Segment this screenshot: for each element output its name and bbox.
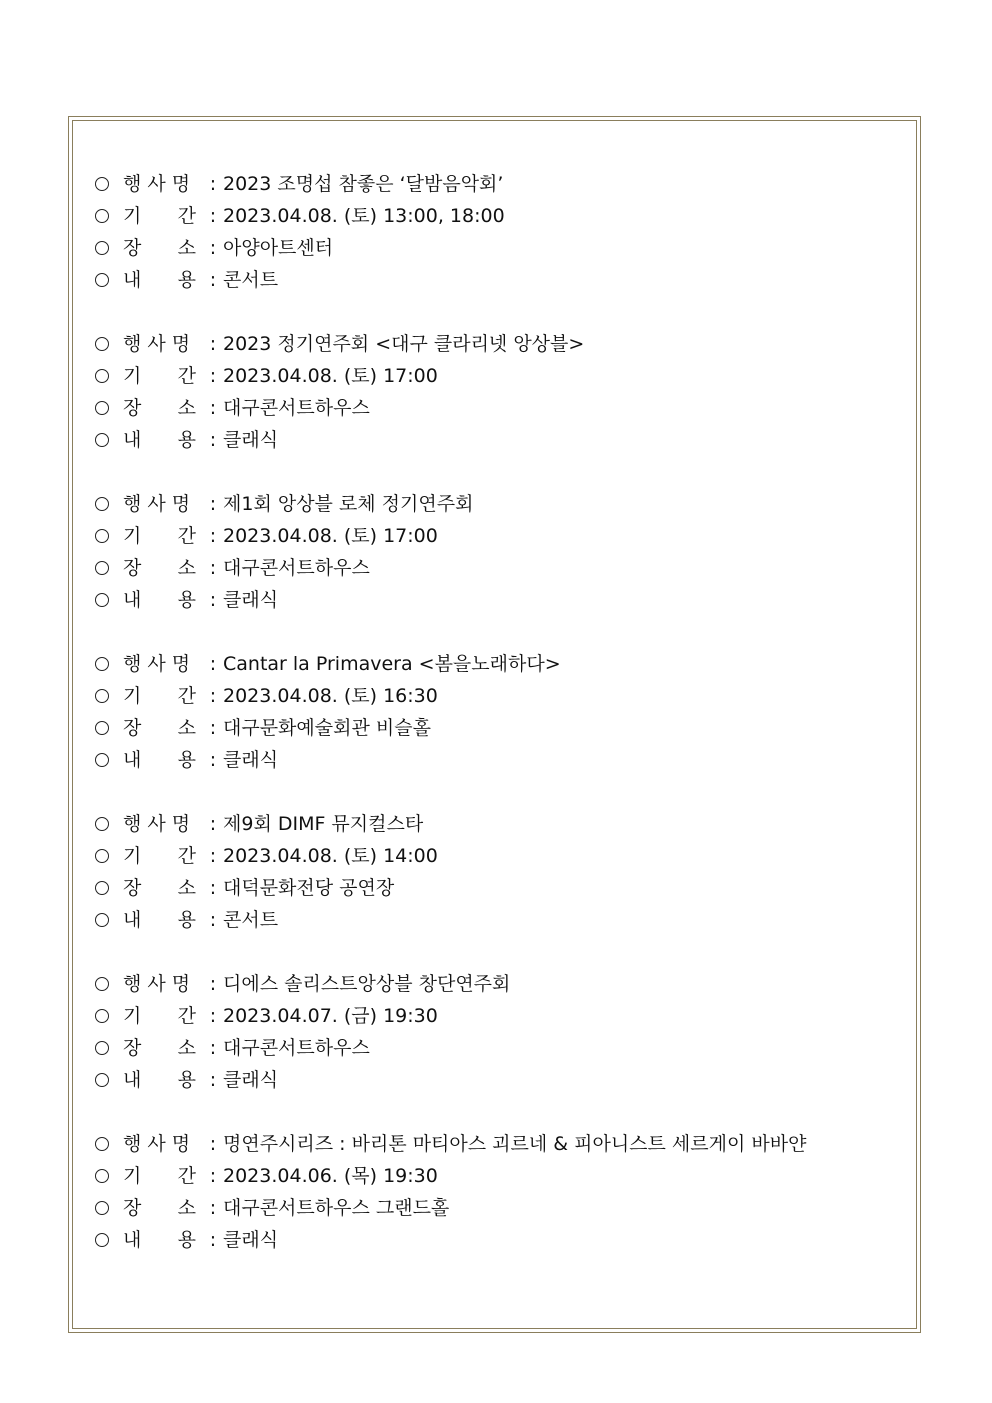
event-place-label: 장 소 [123, 1197, 196, 1219]
colon-separator: : [209, 845, 217, 867]
event-block [95, 1128, 895, 1256]
colon-separator: : [209, 493, 217, 515]
event-name-value: Cantar la Primavera <봄을노래하다> [223, 653, 561, 675]
circle-bullet-icon [95, 433, 109, 447]
circle-bullet-icon [95, 721, 109, 735]
event-period-label: 기 간 [123, 1005, 196, 1027]
circle-bullet-icon [95, 689, 109, 703]
event-period-row [95, 360, 895, 392]
event-period-label: 기 간 [123, 205, 196, 227]
event-place-value: 대구콘서트하우스 [223, 557, 370, 579]
colon-separator: : [209, 1037, 217, 1059]
colon-separator: : [209, 685, 217, 707]
event-name-value: 제1회 앙상블 로체 정기연주회 [223, 493, 474, 515]
colon-separator: : [209, 205, 217, 227]
event-name-row [95, 328, 895, 360]
event-period-value: 2023.04.07. (금) 19:30 [223, 1005, 438, 1027]
colon-separator: : [209, 397, 217, 419]
event-place-value: 대구콘서트하우스 [223, 1037, 370, 1059]
circle-bullet-icon [95, 561, 109, 575]
circle-bullet-icon [95, 593, 109, 607]
event-content-value: 클래식 [223, 429, 279, 451]
event-place-row [95, 712, 895, 744]
event-content-value: 콘서트 [223, 269, 279, 291]
colon-separator: : [209, 749, 217, 771]
event-period-row [95, 520, 895, 552]
colon-separator: : [209, 557, 217, 579]
event-content-value: 콘서트 [223, 909, 279, 931]
event-content-label: 내 용 [123, 909, 196, 931]
event-period-label: 기 간 [123, 845, 196, 867]
event-name-value: 2023 정기연주회 <대구 클라리넷 앙상블> [223, 333, 585, 355]
colon-separator: : [209, 589, 217, 611]
event-place-row [95, 1032, 895, 1064]
event-name-row [95, 808, 895, 840]
circle-bullet-icon [95, 1041, 109, 1055]
event-place-row [95, 872, 895, 904]
event-content-row [95, 1064, 895, 1096]
circle-bullet-icon [95, 209, 109, 223]
event-block [95, 648, 895, 776]
colon-separator: : [209, 173, 217, 195]
colon-separator: : [209, 653, 217, 675]
event-block [95, 328, 895, 456]
circle-bullet-icon [95, 1073, 109, 1087]
colon-separator: : [209, 1229, 217, 1251]
event-content-label: 내 용 [123, 269, 196, 291]
event-place-row [95, 552, 895, 584]
event-period-row [95, 1000, 895, 1032]
event-name-value: 제9회 DIMF 뮤지컬스타 [223, 813, 424, 835]
event-place-value: 대구콘서트하우스 그랜드홀 [223, 1197, 450, 1219]
event-block [95, 488, 895, 616]
event-period-label: 기 간 [123, 1165, 196, 1187]
circle-bullet-icon [95, 913, 109, 927]
event-content-value: 클래식 [223, 1069, 279, 1091]
circle-bullet-icon [95, 657, 109, 671]
colon-separator: : [209, 333, 217, 355]
colon-separator: : [209, 813, 217, 835]
circle-bullet-icon [95, 337, 109, 351]
event-name-label: 행 사 명 [123, 973, 191, 995]
event-content-label: 내 용 [123, 749, 196, 771]
event-period-label: 기 간 [123, 525, 196, 547]
event-place-label: 장 소 [123, 557, 196, 579]
circle-bullet-icon [95, 401, 109, 415]
circle-bullet-icon [95, 497, 109, 511]
colon-separator: : [209, 525, 217, 547]
event-period-value: 2023.04.08. (토) 13:00, 18:00 [223, 205, 505, 227]
event-name-row [95, 168, 895, 200]
event-content-label: 내 용 [123, 1069, 196, 1091]
colon-separator: : [209, 237, 217, 259]
event-block [95, 808, 895, 936]
colon-separator: : [209, 1069, 217, 1091]
event-place-row [95, 232, 895, 264]
event-place-row [95, 1192, 895, 1224]
colon-separator: : [209, 909, 217, 931]
colon-separator: : [209, 877, 217, 899]
event-name-row [95, 488, 895, 520]
event-name-label: 행 사 명 [123, 813, 191, 835]
event-name-label: 행 사 명 [123, 333, 191, 355]
event-place-value: 대덕문화전당 공연장 [223, 877, 395, 899]
colon-separator: : [209, 1165, 217, 1187]
event-name-value: 명연주시리즈 : 바리톤 마티아스 괴르네 & 피아니스트 세르게이 바바얀 [223, 1133, 807, 1155]
colon-separator: : [209, 973, 217, 995]
event-name-row [95, 1128, 895, 1160]
circle-bullet-icon [95, 529, 109, 543]
colon-separator: : [209, 429, 217, 451]
event-name-value: 디에스 솔리스트앙상블 창단연주회 [223, 973, 511, 995]
circle-bullet-icon [95, 1233, 109, 1247]
circle-bullet-icon [95, 1169, 109, 1183]
event-block [95, 168, 895, 296]
event-name-label: 행 사 명 [123, 1133, 191, 1155]
event-name-label: 행 사 명 [123, 653, 191, 675]
event-period-label: 기 간 [123, 685, 196, 707]
event-period-row [95, 680, 895, 712]
event-period-value: 2023.04.08. (토) 17:00 [223, 365, 438, 387]
event-content-label: 내 용 [123, 1229, 196, 1251]
colon-separator: : [209, 1197, 217, 1219]
event-period-value: 2023.04.08. (토) 14:00 [223, 845, 438, 867]
event-content-row [95, 744, 895, 776]
circle-bullet-icon [95, 369, 109, 383]
event-content-value: 클래식 [223, 589, 279, 611]
event-name-label: 행 사 명 [123, 173, 191, 195]
event-content-label: 내 용 [123, 429, 196, 451]
event-period-row [95, 840, 895, 872]
event-place-value: 대구문화예술회관 비슬홀 [223, 717, 431, 739]
event-name-row [95, 968, 895, 1000]
event-block [95, 968, 895, 1096]
event-place-label: 장 소 [123, 397, 196, 419]
event-place-label: 장 소 [123, 877, 196, 899]
event-content-value: 클래식 [223, 1229, 279, 1251]
event-place-label: 장 소 [123, 237, 196, 259]
event-content-row [95, 584, 895, 616]
event-period-value: 2023.04.08. (토) 17:00 [223, 525, 438, 547]
event-content-row [95, 1224, 895, 1256]
circle-bullet-icon [95, 1009, 109, 1023]
event-place-label: 장 소 [123, 1037, 196, 1059]
circle-bullet-icon [95, 1201, 109, 1215]
circle-bullet-icon [95, 273, 109, 287]
event-name-row [95, 648, 895, 680]
colon-separator: : [209, 1133, 217, 1155]
event-period-value: 2023.04.06. (목) 19:30 [223, 1165, 438, 1187]
event-place-label: 장 소 [123, 717, 196, 739]
event-place-value: 대구콘서트하우스 [223, 397, 370, 419]
event-period-label: 기 간 [123, 365, 196, 387]
circle-bullet-icon [95, 1137, 109, 1151]
circle-bullet-icon [95, 977, 109, 991]
event-place-value: 아양아트센터 [223, 237, 334, 259]
event-place-row [95, 392, 895, 424]
colon-separator: : [209, 269, 217, 291]
event-content-row [95, 904, 895, 936]
event-period-row [95, 200, 895, 232]
event-period-row [95, 1160, 895, 1192]
colon-separator: : [209, 717, 217, 739]
circle-bullet-icon [95, 753, 109, 767]
circle-bullet-icon [95, 241, 109, 255]
event-period-value: 2023.04.08. (토) 16:30 [223, 685, 438, 707]
event-list [95, 168, 895, 1288]
colon-separator: : [209, 365, 217, 387]
circle-bullet-icon [95, 881, 109, 895]
event-name-value: 2023 조명섭 참좋은 ‘달밤음악회’ [223, 173, 504, 195]
colon-separator: : [209, 1005, 217, 1027]
event-content-value: 클래식 [223, 749, 279, 771]
circle-bullet-icon [95, 849, 109, 863]
event-content-row [95, 264, 895, 296]
event-content-row [95, 424, 895, 456]
circle-bullet-icon [95, 177, 109, 191]
event-name-label: 행 사 명 [123, 493, 191, 515]
circle-bullet-icon [95, 817, 109, 831]
event-content-label: 내 용 [123, 589, 196, 611]
